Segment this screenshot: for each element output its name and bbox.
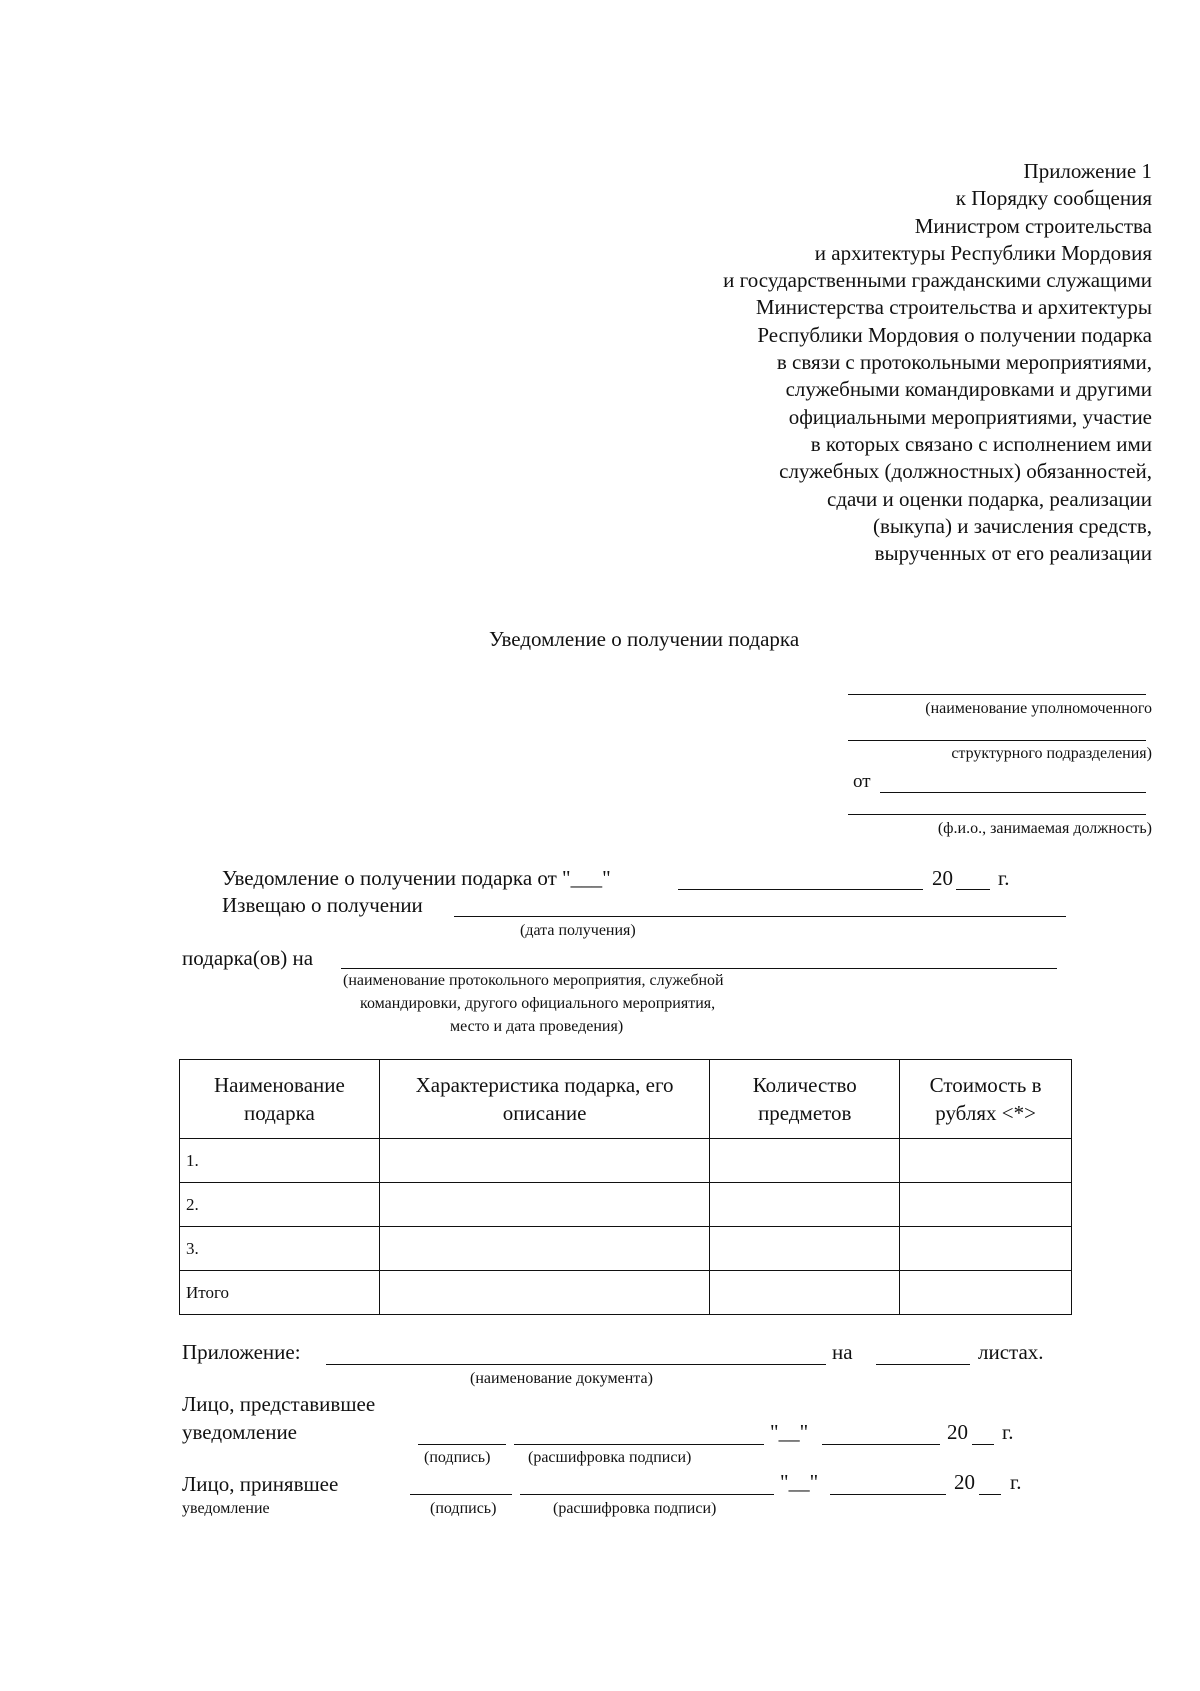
document-title: Уведомление о получении подарка: [489, 627, 800, 651]
notice-date-line[interactable]: [678, 889, 923, 890]
receiver-decode-line[interactable]: [520, 1494, 774, 1495]
addressee-line-2[interactable]: [848, 740, 1146, 741]
table-header-row: [180, 1060, 1072, 1139]
receiver-month-line[interactable]: [830, 1494, 946, 1495]
submitter-label-1: Лицо, представившее: [182, 1392, 376, 1416]
submitter-year-suffix: г.: [1002, 1420, 1014, 1444]
cell-cost[interactable]: [900, 1227, 1072, 1271]
attachment-sheets-line[interactable]: [876, 1364, 970, 1365]
receiver-date-quote: "__": [780, 1470, 819, 1494]
report-line: Извещаю о получении: [222, 893, 423, 917]
cell-cost[interactable]: [900, 1271, 1072, 1315]
cell-quantity[interactable]: [710, 1227, 900, 1271]
appendix-line: Республики Мордовия о получении подарка: [757, 322, 1152, 347]
receiver-decode-caption: (расшифровка подписи): [553, 1500, 717, 1517]
table-row: [180, 1139, 1072, 1183]
notice-line: Уведомление о получении подарка от "___": [222, 866, 611, 890]
event-caption-2: командировки, другого официального мероприятия,: [360, 995, 716, 1012]
table-row: [180, 1183, 1072, 1227]
receiver-label-2: уведомление: [182, 1500, 270, 1517]
cell-cost[interactable]: [900, 1139, 1072, 1183]
submitter-decode-line[interactable]: [514, 1444, 764, 1445]
cell-quantity[interactable]: [710, 1139, 900, 1183]
event-caption-3: место и дата проведения): [450, 1018, 624, 1035]
cell-description[interactable]: [379, 1139, 710, 1183]
row-label: Итого: [180, 1271, 380, 1315]
cell-cost[interactable]: [900, 1183, 1072, 1227]
submitter-label-2: уведомление: [182, 1420, 298, 1444]
submitter-sign-caption: (подпись): [424, 1449, 491, 1466]
cell-description[interactable]: [379, 1183, 710, 1227]
cell-description[interactable]: [379, 1271, 710, 1315]
cell-quantity[interactable]: [710, 1271, 900, 1315]
appendix-header: [723, 158, 1152, 567]
from-label: от: [853, 771, 871, 792]
table-row-total: [180, 1271, 1072, 1315]
appendix-line: сдачи и оценки подарка, реализации: [827, 486, 1152, 511]
appendix-line: и государственными гражданскими служащими: [723, 268, 1152, 293]
submitter-year-line[interactable]: [972, 1444, 994, 1445]
submitter-year-prefix: 20: [947, 1420, 968, 1444]
header-item-count: Количество предметов: [710, 1060, 900, 1139]
attachment-label: Приложение:: [182, 1340, 301, 1364]
gift-table: [179, 1059, 1072, 1315]
header-gift-description: Характеристика подарка, его описание: [379, 1060, 710, 1139]
receiver-year-prefix: 20: [954, 1470, 975, 1494]
event-caption-1: (наименование протокольного мероприятия, служебной: [343, 972, 724, 989]
addressee-caption-2: структурного подразделения): [951, 745, 1152, 762]
addressee-caption-3: (ф.и.о., занимаемая должность): [937, 820, 1152, 837]
notice-year-prefix: 20: [932, 866, 953, 890]
receipt-date-caption: (дата получения): [520, 922, 636, 939]
receiver-sign-line[interactable]: [410, 1494, 512, 1495]
receipt-date-line[interactable]: [454, 916, 1066, 917]
submitter-month-line[interactable]: [822, 1444, 940, 1445]
cell-description[interactable]: [379, 1227, 710, 1271]
row-label: 1.: [180, 1139, 380, 1183]
appendix-line: служебных (должностных) обязанностей,: [779, 459, 1152, 484]
appendix-line: служебными командировками и другими: [785, 377, 1152, 402]
attachment-sheets-label: листах.: [978, 1340, 1044, 1364]
receiver-label-1: Лицо, принявшее: [182, 1472, 339, 1496]
submitter-sign-line[interactable]: [418, 1444, 506, 1445]
appendix-line: к Порядку сообщения: [955, 186, 1152, 211]
appendix-line: и архитектуры Республики Мордовия: [814, 240, 1152, 265]
table-row: [180, 1227, 1072, 1271]
submitter-decode-caption: (расшифровка подписи): [528, 1449, 692, 1466]
row-label: 2.: [180, 1183, 380, 1227]
event-line[interactable]: [341, 968, 1057, 969]
appendix-line: (выкупа) и зачисления средств,: [872, 513, 1152, 538]
attachment-doc-line[interactable]: [326, 1364, 826, 1365]
attachment-doc-caption: (наименование документа): [470, 1370, 653, 1387]
notice-year-suffix: г.: [998, 866, 1010, 890]
appendix-line: в связи с протокольными мероприятиями,: [776, 350, 1152, 375]
appendix-line: Приложение 1: [1023, 159, 1152, 183]
receiver-sign-caption: (подпись): [430, 1500, 497, 1517]
appendix-line: Министром строительства: [914, 213, 1152, 238]
header-gift-name: Наименование подарка: [180, 1060, 380, 1139]
notice-year-line[interactable]: [956, 889, 990, 890]
row-label: 3.: [180, 1227, 380, 1271]
addressee-caption-1: (наименование уполномоченного: [925, 700, 1152, 717]
appendix-line: Министерства строительства и архитектуры: [755, 295, 1152, 320]
header-cost: Стоимость в рублях <*>: [900, 1060, 1072, 1139]
cell-quantity[interactable]: [710, 1183, 900, 1227]
appendix-line: официальными мероприятиями, участие: [788, 404, 1152, 429]
appendix-line: вырученных от его реализации: [874, 541, 1152, 566]
addressee-line-3[interactable]: [848, 814, 1146, 815]
appendix-line: в которых связано с исполнением ими: [810, 431, 1152, 456]
attachment-on-label: на: [832, 1340, 853, 1364]
receiver-year-line[interactable]: [979, 1494, 1001, 1495]
submitter-date-quote: "__": [770, 1420, 809, 1444]
gifts-on-label: подарка(ов) на: [182, 946, 314, 970]
from-line[interactable]: [880, 792, 1146, 793]
addressee-line-1[interactable]: [848, 694, 1146, 695]
receiver-year-suffix: г.: [1010, 1470, 1022, 1494]
